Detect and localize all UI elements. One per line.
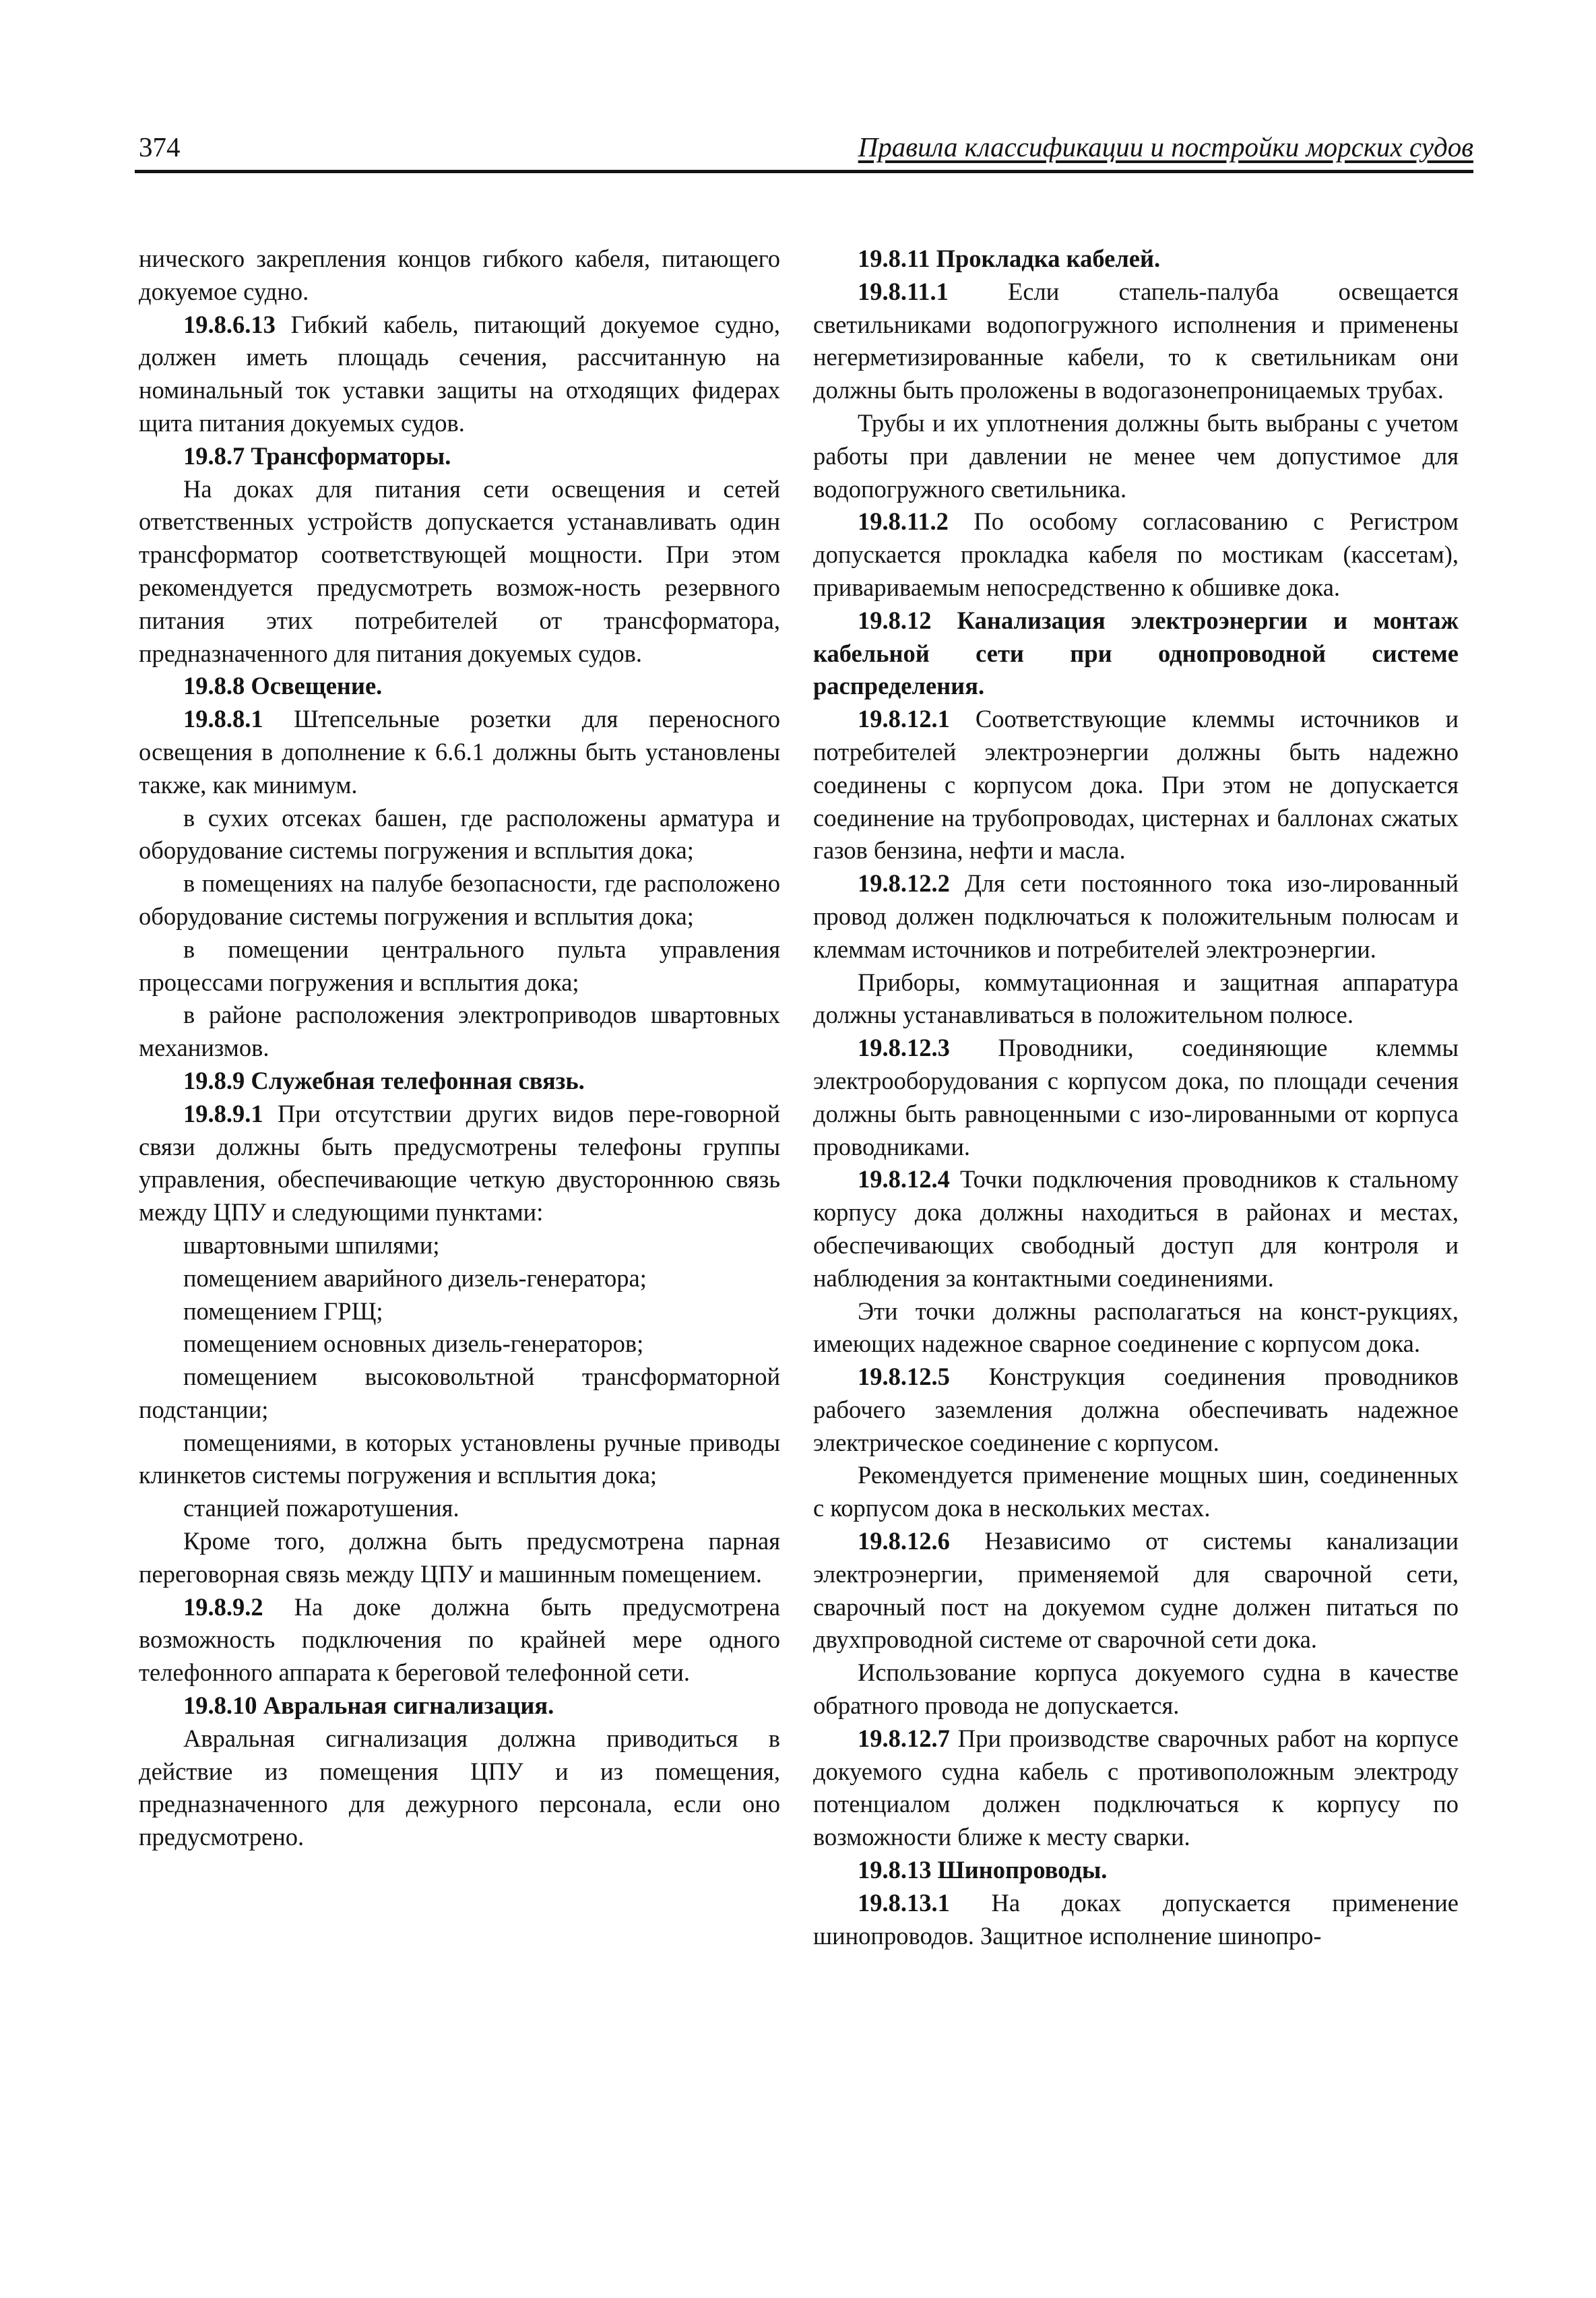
paragraph: [139, 933, 780, 999]
paragraph-text: в помещениях на палубе безопасности, где расположено оборудование системы погружения и всплытия дока;: [139, 869, 780, 930]
clause-number: 19.8.11.2: [858, 507, 949, 536]
paragraph-text: Для сети постоянного тока изо-лированный провод должен подключаться к положительным полюсам и клеммам источников и потребителей электроэнергии.: [813, 869, 1459, 963]
paragraph-text: станцией пожаротушения.: [183, 1494, 459, 1522]
paragraph: [813, 867, 1459, 966]
section-heading: [813, 243, 1459, 276]
clause-number: 19.8.6.13: [183, 310, 276, 338]
paragraph: [139, 473, 780, 671]
section-heading: [813, 1854, 1459, 1887]
paragraph: [813, 1361, 1459, 1459]
paragraph-text: нического закрепления концов гибкого кабеля, питающего докуемое судно.: [139, 245, 780, 305]
clause-number: 19.8.12.1: [858, 705, 950, 733]
paragraph: [813, 1722, 1459, 1854]
paragraph-text: Гибкий кабель, питающий докуемое судно, должен иметь площадь сечения, рассчитанную на номинальный ток уставки защиты на отходящих фидерах щита питания докуемых судов.: [139, 310, 780, 437]
paragraph-text: Независимо от системы канализации электроэнергии, применяемой для сварочной сети, сварочный пост на докуемом судне должен питаться по двухпроводной системе от сварочной сети дока.: [813, 1527, 1459, 1654]
paragraph: [139, 1722, 780, 1854]
paragraph-text: 19.8.12 Канализация электроэнергии и монтаж кабельной сети при однопроводной системе распределения.: [813, 606, 1459, 700]
paragraph-text: Рекомендуется применение мощных шин, соединенных с корпусом дока в нескольких местах.: [813, 1461, 1459, 1522]
left-column: [139, 243, 780, 1854]
paragraph: [139, 1098, 780, 1229]
paragraph-text: швартовными шпилями;: [183, 1231, 440, 1259]
paragraph: [813, 505, 1459, 604]
section-heading: [139, 670, 780, 703]
paragraph: [139, 802, 780, 868]
paragraph-text: Использование корпуса докуемого судна в качестве обратного провода не допускается.: [813, 1658, 1459, 1720]
paragraph-text: Штепсельные розетки для переносного освещения в дополнение к 6.6.1 должны быть установлены также, как минимум.: [139, 705, 780, 799]
paragraph-text: 19.8.11 Прокладка кабелей.: [858, 245, 1161, 272]
paragraph-text: При производстве сварочных работ на корпусе докуемого судна кабель с противоположным электроду потенциалом должен подключаться к корпусу по возможности ближе к месту сварки.: [813, 1724, 1459, 1851]
paragraph: [139, 1328, 780, 1361]
page-header: [135, 131, 1473, 173]
paragraph-text: 19.8.9 Служебная телефонная связь.: [183, 1066, 585, 1094]
paragraph: [813, 1295, 1459, 1361]
paragraph: [139, 1361, 780, 1427]
paragraph-text: По особому согласованию с Регистром допускается прокладка кабеля по мостикам (кассетам), привариваемым непосредственно к обшивке дока.: [813, 507, 1459, 601]
paragraph-text: 19.8.13 Шинопроводы.: [858, 1856, 1108, 1884]
paragraph: [813, 407, 1459, 505]
paragraph-text: в сухих отсеках башен, где расположены арматура и оборудование системы погружения и всплытия дока;: [139, 803, 780, 865]
paragraph: [813, 1163, 1459, 1295]
paragraph: [813, 1032, 1459, 1163]
paragraph: [813, 1887, 1459, 1953]
paragraph-text: помещением высоковольтной трансформаторной подстанции;: [139, 1363, 780, 1423]
clause-number: 19.8.8.1: [183, 705, 263, 733]
clause-number: 19.8.12.3: [858, 1034, 950, 1062]
section-heading: [813, 604, 1459, 703]
paragraph-text: На доках для питания сети освещения и сетей ответственных устройств допускается устанавливать один трансформатор соответствующей мощности. При этом рекомендуется предусмотреть возмож-ность резервного питания этих потребителей от трансформатора, предназначенного для питания докуемых судов.: [139, 474, 780, 667]
paragraph-text: При отсутствии других видов пере-говорной связи должны быть предусмотрены телефоны группы управления, обеспечивающие четкую двустороннюю связь между ЦПУ и следующими пунктами:: [139, 1099, 780, 1226]
section-heading: [139, 440, 780, 473]
paragraph-text: 19.8.8 Освещение.: [183, 672, 383, 700]
clause-number: 19.8.11.1: [858, 277, 949, 305]
page-number: 374: [139, 131, 181, 162]
paragraph: [813, 1459, 1459, 1525]
section-heading: [139, 1689, 780, 1722]
paragraph: [813, 276, 1459, 407]
paragraph-text: помещением ГРЩ;: [183, 1297, 383, 1325]
paragraph-text: Точки подключения проводников к стальному корпусу дока должны находиться в районах и местах, обеспечивающих свободный доступ для контроля и наблюдения за контактными соединениями.: [813, 1165, 1459, 1292]
paragraph: [139, 1591, 780, 1689]
paragraph: [139, 243, 780, 309]
paragraph: [139, 1427, 780, 1493]
clause-number: 19.8.12.7: [858, 1724, 950, 1752]
paragraph-text: Конструкция соединения проводников рабочего заземления должна обеспечивать надежное электрическое соединение с корпусом.: [813, 1363, 1459, 1456]
paragraph: [139, 1295, 780, 1328]
paragraph: [139, 1229, 780, 1262]
paragraph: [813, 703, 1459, 867]
section-heading: [139, 1065, 780, 1098]
clause-number: 19.8.12.6: [858, 1527, 950, 1555]
paragraph: [139, 867, 780, 933]
paragraph-text: помещениями, в которых установлены ручные приводы клинкетов системы погружения и всплытия дока;: [139, 1428, 780, 1489]
paragraph-text: помещением основных дизель-генераторов;: [183, 1330, 644, 1358]
paragraph-text: 19.8.7 Трансформаторы.: [183, 441, 451, 470]
paragraph-text: Кроме того, должна быть предусмотрена парная переговорная связь между ЦПУ и машинным помещением.: [139, 1527, 780, 1588]
paragraph-text: в районе расположения электроприводов швартовных механизмов.: [139, 1001, 780, 1062]
paragraph: [139, 1525, 780, 1591]
clause-number: 19.8.13.1: [858, 1888, 950, 1917]
clause-number: 19.8.12.4: [858, 1165, 950, 1193]
paragraph-text: На доках допускается применение шинопроводов. Защитное исполнение шинопро-: [813, 1888, 1459, 1950]
clause-number: 19.8.9.1: [183, 1099, 263, 1127]
paragraph-text: На доке должна быть предусмотрена возможность подключения по крайней мере одного телефонного аппарата к береговой телефонной сети.: [139, 1592, 780, 1687]
paragraph-text: помещением аварийного дизель-генератора;: [183, 1264, 647, 1292]
paragraph-text: в помещении центрального пульта управления процессами погружения и всплытия дока;: [139, 935, 780, 996]
paragraph-text: Соответствующие клеммы источников и потребителей электроэнергии должны быть надежно соединены с корпусом дока. При этом не допускается соединение на трубопроводах, цистернах и баллонах сжатых газов бензина, нефти и масла.: [813, 705, 1459, 865]
paragraph-text: Эти точки должны располагаться на конст-рукциях, имеющих надежное сварное соединение с корпусом дока.: [813, 1297, 1459, 1358]
clause-number: 19.8.12.5: [858, 1363, 950, 1391]
running-title: Правила классификации и постройки морских судов: [858, 131, 1473, 162]
paragraph: [139, 1492, 780, 1525]
paragraph-text: Приборы, коммутационная и защитная аппаратура должны устанавливаться в положительном полюсе.: [813, 968, 1459, 1029]
paragraph-text: Если стапель-палуба освещается светильниками водопогружного исполнения и применены негерметизированные кабели, то к светильникам они должны быть проложены в водогазонепроницаемых трубах.: [813, 277, 1459, 404]
paragraph-text: Трубы и их уплотнения должны быть выбраны с учетом работы при давлении не менее чем допустимое для водопогружного светильника.: [813, 408, 1459, 503]
paragraph: [139, 309, 780, 440]
paragraph: [139, 703, 780, 801]
paragraph: [139, 1262, 780, 1295]
paragraph-text: 19.8.10 Авральная сигнализация.: [183, 1691, 554, 1720]
right-column: [813, 243, 1459, 1952]
clause-number: 19.8.9.2: [183, 1592, 263, 1621]
paragraph: [813, 1656, 1459, 1722]
paragraph: [813, 1525, 1459, 1656]
paragraph-text: Авральная сигнализация должна приводиться в действие из помещения ЦПУ и из помещения, предназначенного для дежурного персонала, если оно предусмотрено.: [139, 1724, 780, 1851]
clause-number: 19.8.12.2: [858, 869, 950, 898]
paragraph-text: Проводники, соединяющие клеммы электрооборудования с корпусом дока, по площади сечения должны быть равноценными с изо-лированными от корпуса проводниками.: [813, 1034, 1459, 1160]
paragraph: [139, 999, 780, 1065]
paragraph: [813, 966, 1459, 1032]
